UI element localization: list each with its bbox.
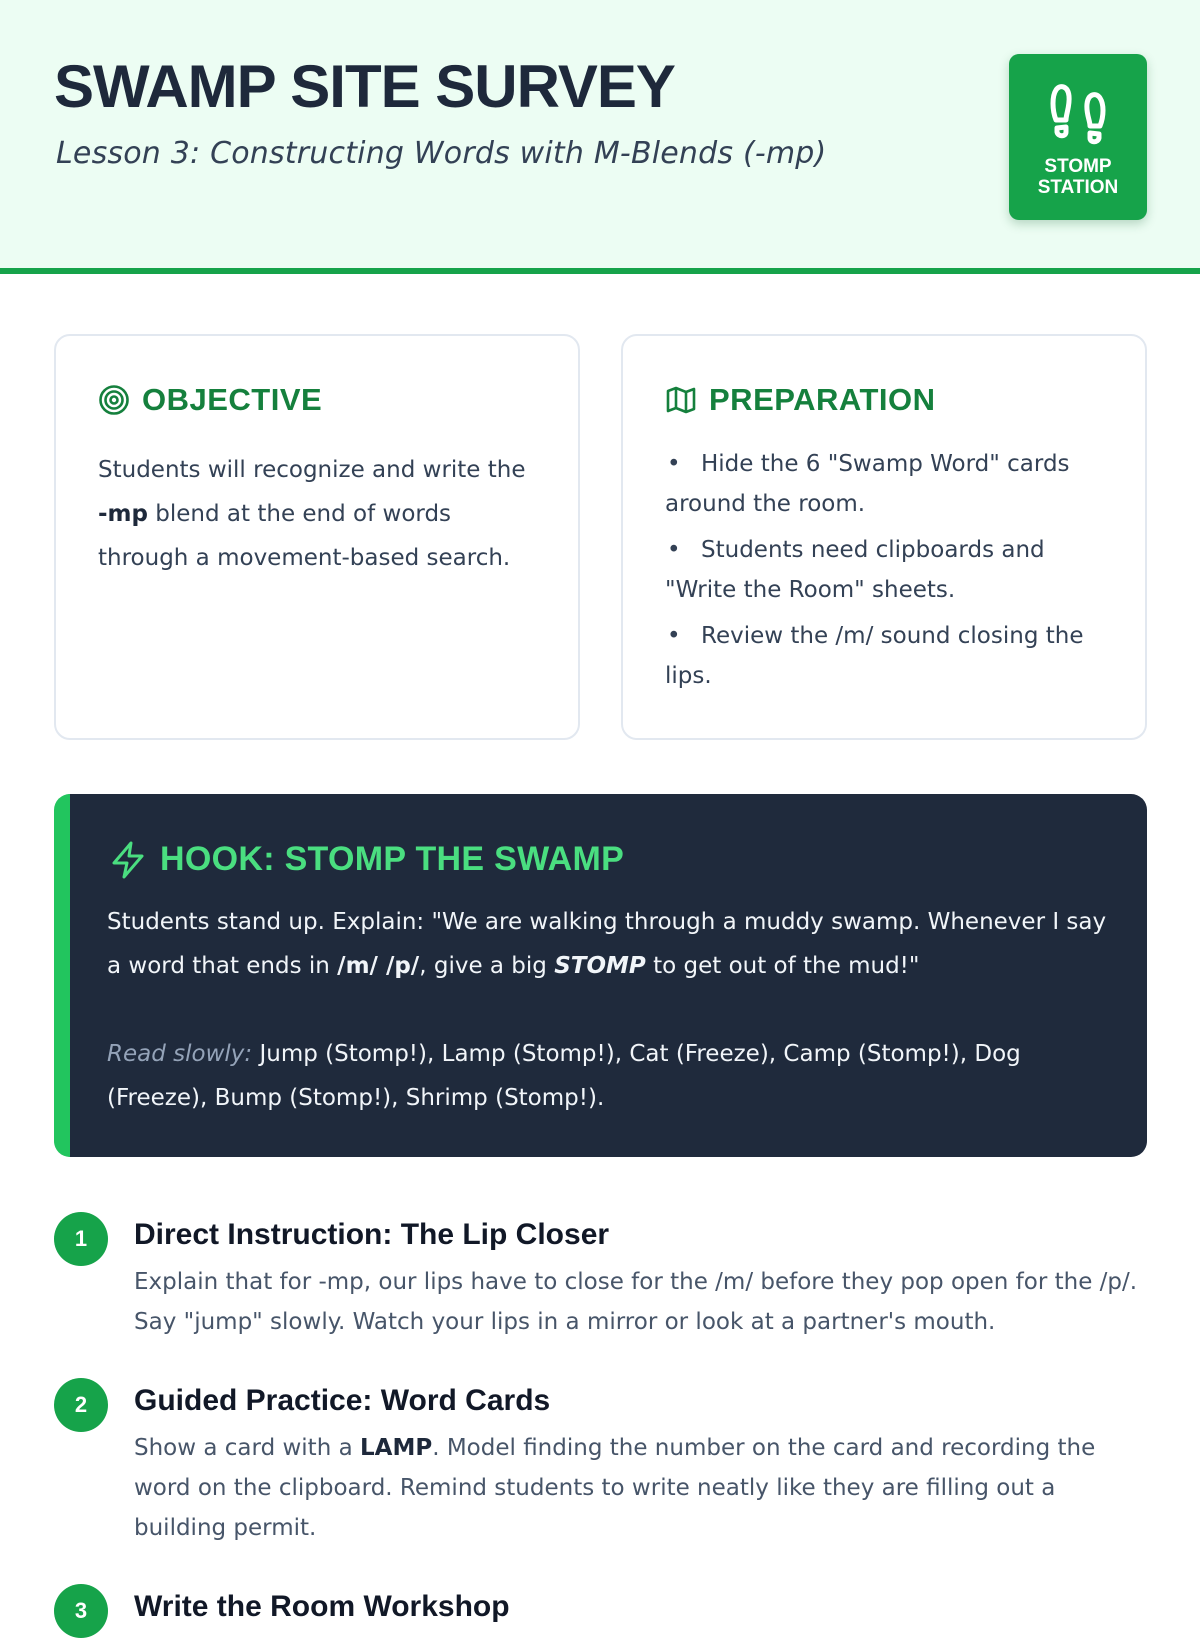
preparation-header — [665, 382, 936, 418]
hook-panel — [54, 794, 1147, 1157]
hook-header — [110, 840, 624, 879]
stomp-station-badge — [1009, 54, 1147, 220]
step-title: Write the Room Workshop — [134, 1590, 510, 1623]
hook-body — [107, 900, 1107, 1120]
hook-spacer — [107, 988, 1107, 1032]
hook-text-1: Students stand up. Explain: "We are walking through a muddy swamp. Whenever I say a word that ends in — [107, 909, 1107, 979]
step-desc-part1: Show a card with a — [134, 1435, 360, 1461]
step-title: Guided Practice: Word Cards — [134, 1384, 551, 1417]
badge-label — [1009, 156, 1147, 198]
page-subtitle: Lesson 3: Constructing Words with M-Blends (-mp) — [56, 136, 827, 171]
list-item-text: Students need clipboards and "Write the Room" sheets. — [665, 537, 1045, 603]
preparation-list — [665, 444, 1105, 702]
objective-title: OBJECTIVE — [142, 382, 323, 417]
hook-text-emph: STOMP — [554, 953, 646, 979]
step-number-badge: 3 — [54, 1584, 108, 1638]
bullet-icon: • — [667, 537, 681, 563]
list-item-text: Hide the 6 "Swamp Word" cards around the room. — [665, 451, 1070, 517]
objective-text — [98, 448, 538, 580]
objective-text-part1: Students will recognize and write the — [98, 457, 526, 483]
step-number-badge: 2 — [54, 1378, 108, 1432]
preparation-card — [621, 334, 1147, 740]
target-icon — [98, 384, 130, 416]
page-title: SWAMP SITE SURVEY — [54, 53, 675, 120]
hook-instructions — [107, 900, 1107, 988]
hook-title: HOOK: STOMP THE SWAMP — [160, 840, 625, 878]
hook-text-3: to get out of the mud!" — [645, 953, 920, 979]
hook-text-bold: /m/ /p/ — [337, 953, 420, 979]
read-slowly-label: Read slowly: — [107, 1041, 253, 1067]
preparation-title: PREPARATION — [709, 382, 936, 417]
step-desc-part2: . Model finding the number on the card and recording the word on the clipboard. Remind students to write neatly like they are filling out a building permit. — [134, 1435, 1096, 1541]
list-item — [665, 444, 1105, 524]
objective-card — [54, 334, 580, 740]
page-header — [0, 0, 1200, 274]
lightning-icon — [110, 841, 146, 879]
footprints-icon — [1048, 82, 1108, 146]
list-item — [665, 616, 1105, 696]
step-description: Explain that for -mp, our lips have to close for the /m/ before they pop open for the /p/. Say "jump" slowly. Watch your lips in a mirror or look at a partner's mouth. — [134, 1269, 1138, 1335]
step-desc-bold: LAMP — [360, 1435, 433, 1461]
list-item — [665, 530, 1105, 610]
badge-line-2: STATION — [1037, 177, 1119, 198]
read-slowly-text: Jump (Stomp!), Lamp (Stomp!), Cat (Freeze), Camp (Stomp!), Dog (Freeze), Bump (Stomp!), Shrimp (Stomp!). — [107, 1041, 1021, 1111]
bullet-icon: • — [667, 623, 681, 649]
hook-word-list — [107, 1032, 1107, 1120]
objective-text-bold: -mp — [98, 501, 148, 527]
step-number-badge: 1 — [54, 1212, 108, 1266]
map-icon — [665, 384, 697, 416]
bullet-icon: • — [667, 451, 681, 477]
objective-text-part2: blend at the end of words through a movement-based search. — [98, 501, 511, 571]
list-item-text: Review the /m/ sound closing the lips. — [665, 623, 1084, 689]
objective-header — [98, 382, 322, 418]
hook-text-2: , give a big — [419, 953, 555, 979]
step-description — [134, 1428, 1147, 1548]
step-title: Direct Instruction: The Lip Closer — [134, 1218, 610, 1251]
badge-line-1: STOMP — [1044, 156, 1112, 177]
